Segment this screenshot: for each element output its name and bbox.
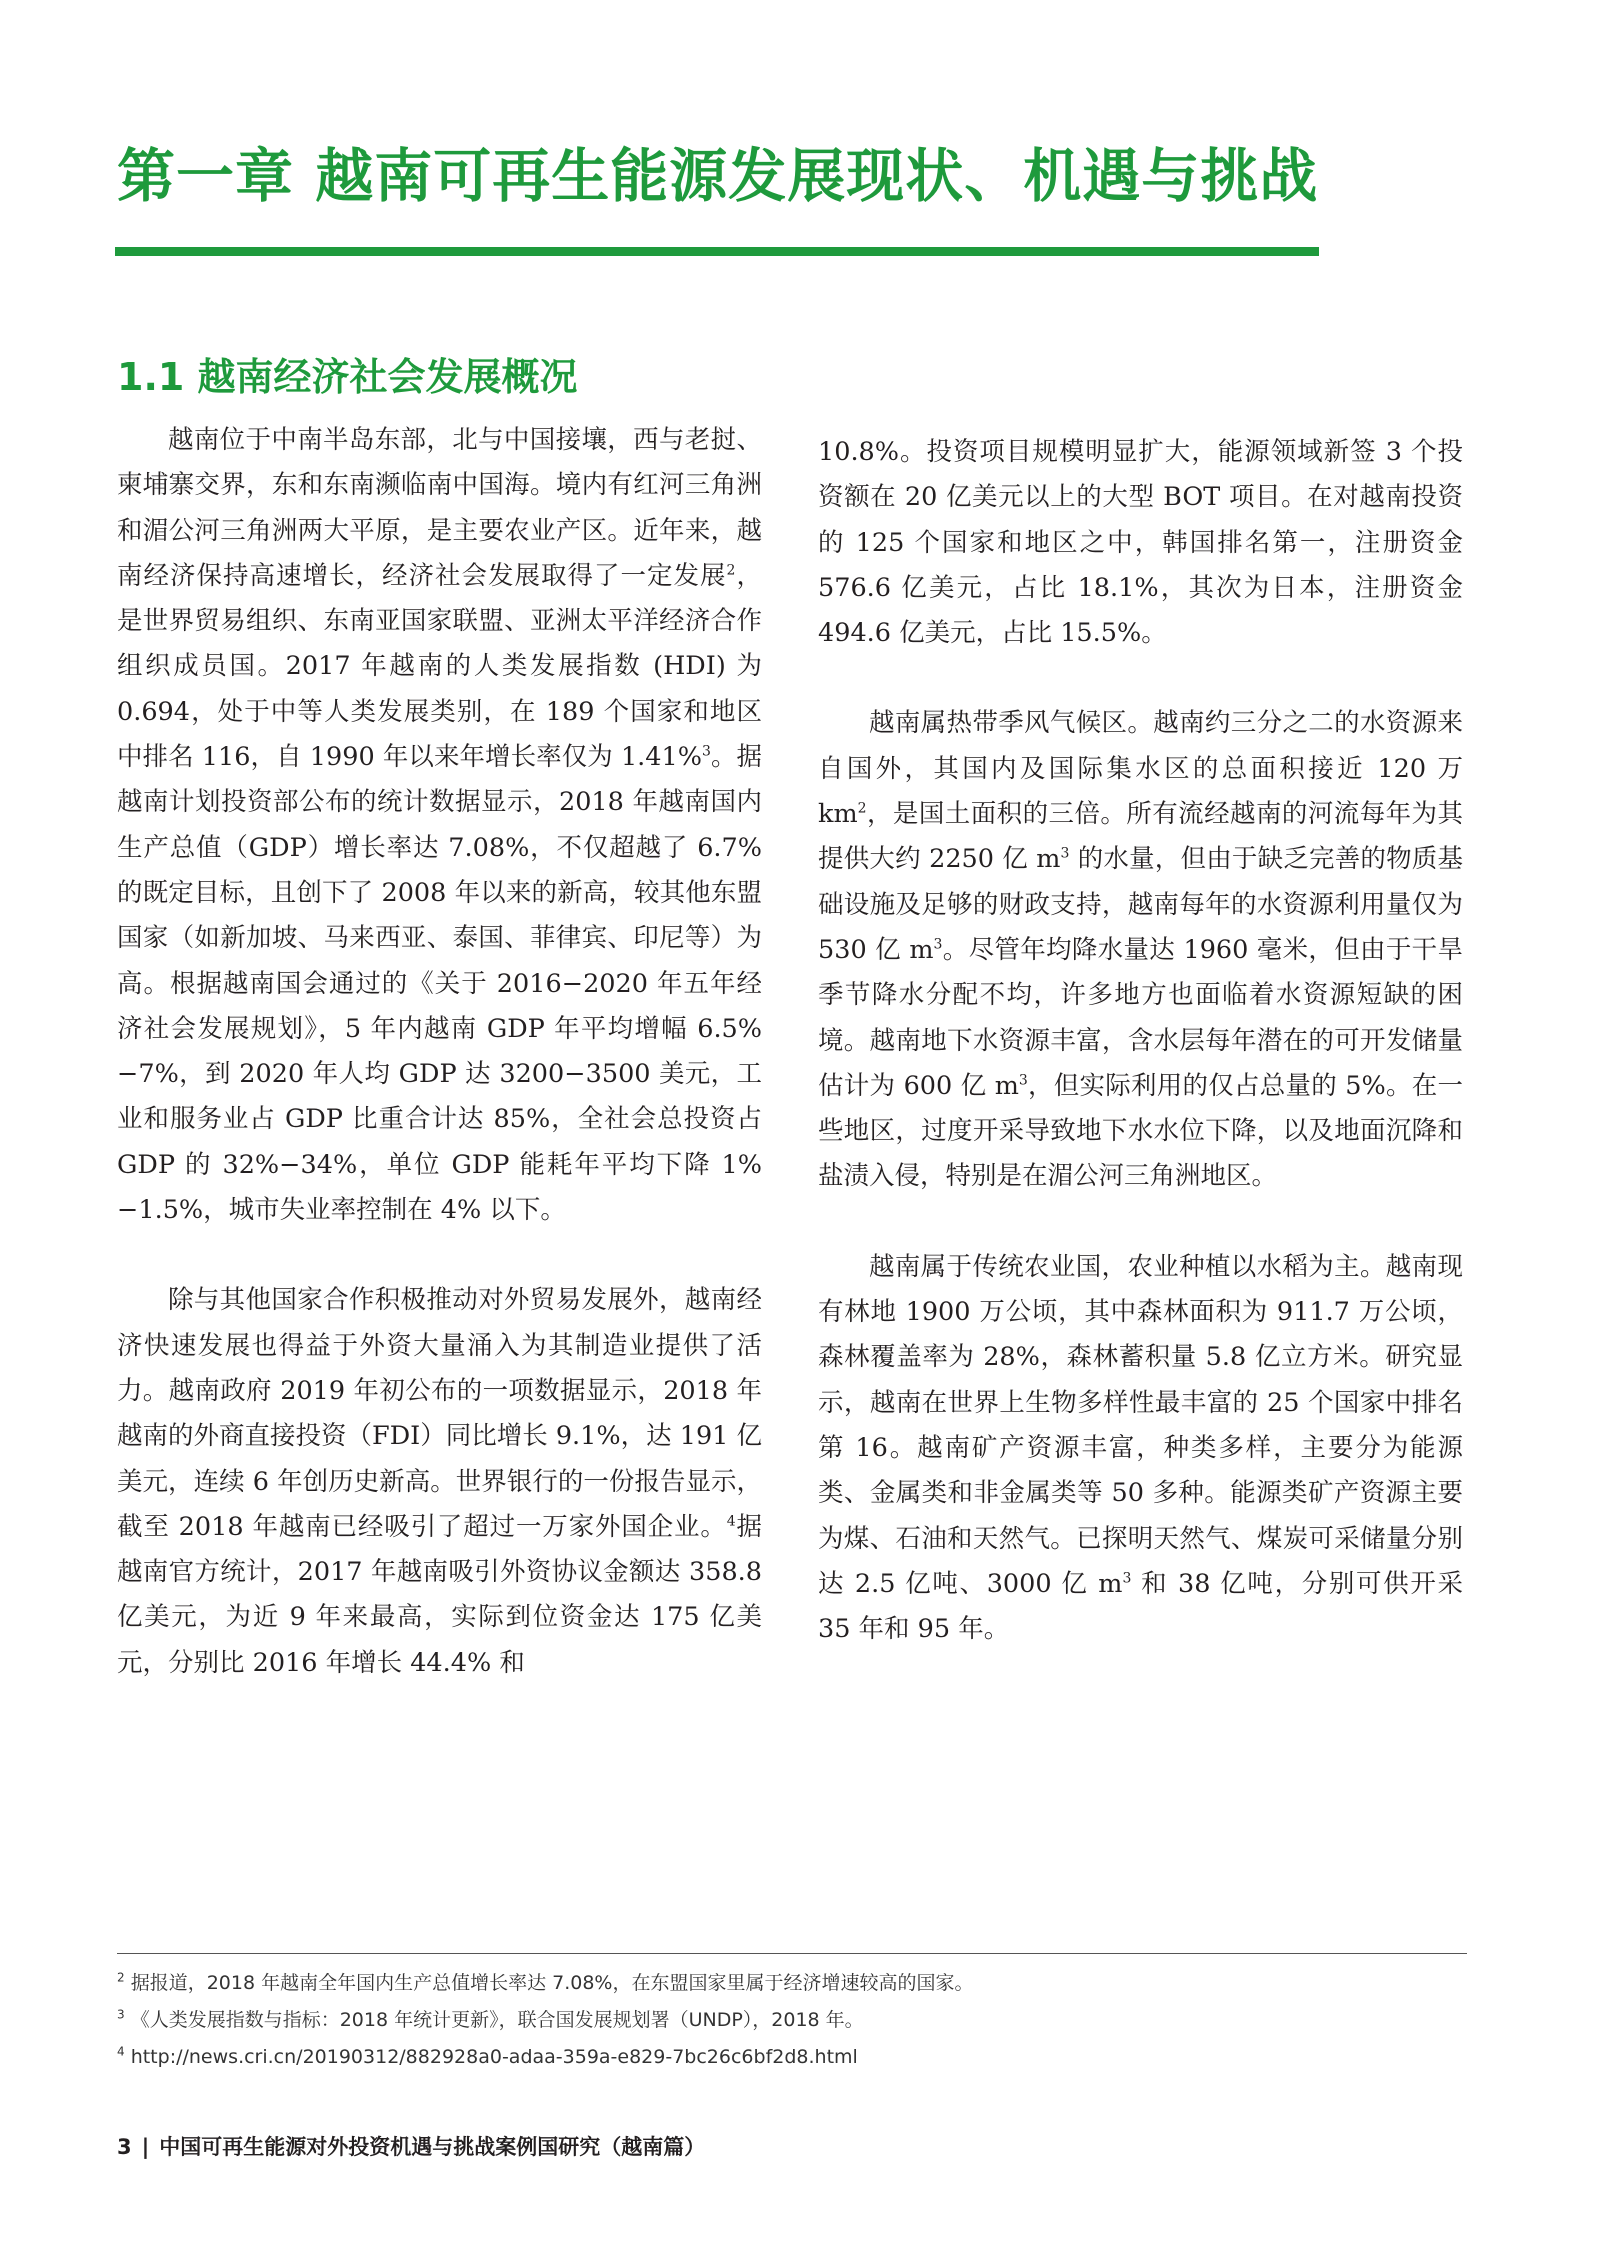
chapter-title: 第一章 越南可再生能源发展现状、机遇与挑战 [117,142,1319,210]
footnote-link[interactable]: http://news.cri.cn/20190312/882928a0-adaa-359a-e829-7bc26c6bf2d8.html [130,2046,858,2068]
chapter-title-rule [115,247,1319,256]
superscript: 3 [1060,845,1070,862]
footnote-2: $^2$ 据报道，2018 年越南全年国内生产总值增长率达 7.08%，在东盟国家里属于经济增速较高的国家。 [117,1970,974,1994]
paragraph-investment-continued: 10.8%。投资项目规模明显扩大，能源领域新签 3 个投资额在 20 亿美元以上的大型 BOT 项目。在对越南投资的 125 个国家和地区之中，韩国排名第一，注册资金 576.6 亿美元，占比 18.1%，其次为日本，注册资金 494.6 亿美元，占比 15.5%。 [818,437,1463,649]
publication-title: 中国可再生能源对外投资机遇与挑战案例国研究（越南篇） [159,2135,706,2159]
footnote-3: $^3$ 《人类发展指数与指标：2018 年统计更新》，联合国发展规划署（UNDP），2018 年。 [117,2007,864,2031]
right-column [818,430,1463,1652]
page-footer [117,2132,705,2162]
footnote-4: $^4$ http://news.cri.cn/20190312/882928a0-adaa-359a-e829-7bc26c6bf2d8.html [117,2044,858,2068]
footnote-divider [117,1953,1467,1954]
footnote-ref-3[interactable]: 3 [701,743,711,760]
superscript: 3 [933,936,943,953]
superscript: 3 [1122,1570,1132,1587]
paragraph-foreign-investment: 除与其他国家合作积极推动对外贸易发展外，越南经济快速发展也得益于外资大量涌入为其制造业提供了活力。越南政府 2019 年初公布的一项数据显示，2018 年越南的外商直接投资（FDI）同比增长 9.1%，达 191 亿美元，连续 6 年创历史新高。世界银行的一份报告显示，截至 2018 年越南已经吸引了超过一万家外国企业。$^4$据越南官方统计，2017 年越南吸引外资协议金额达 358.8 亿美元，为近 9 年来最高，实际到位资金达 175 亿美元，分别比 2016 年增长 44.4% 和 [117,1285,762,1678]
footnote-ref-4[interactable]: 4 [726,1513,736,1530]
page-number: 3 [117,2135,132,2159]
superscript: 2 [857,800,867,817]
superscript: 3 [1018,1072,1028,1089]
paragraph-geography-economy: 越南位于中南半岛东部，北与中国接壤，西与老挝、柬埔寨交界，东和东南濒临南中国海。境内有红河三角洲和湄公河三角洲两大平原，是主要农业产区。近年来，越南经济保持高速增长，经济社会发展取得了一定发展$^2$，是世界贸易组织、东南亚国家联盟、亚洲太平洋经济合作组织成员国。2017 年越南的人类发展指数 (HDI) 为 0.694，处于中等人类发展类别，在 189 个国家和地区中排名 116，自 1990 年以来年增长率仅为 1.41%$^3$。据越南计划投资部公布的统计数据显示，2018 年越南国内生产总值（GDP）增长率达 7.08%，不仅超越了 6.7% 的既定目标，且创下了 2008 年以来的新高，较其他东盟国家（如新加坡、马来西亚、泰国、菲律宾、印尼等）为高。根据越南国会通过的《关于 2016−2020 年五年经济社会发展规划》，5 年内越南 GDP 年平均增幅 6.5%−7%，到 2020 年人均 GDP 达 3200−3500 美元，工业和服务业占 GDP 比重合计达 85%，全社会总投资占 GDP 的 32%−34%，单位 GDP 能耗年平均下降 1%−1.5%，城市失业率控制在 4% 以下。 [117,425,762,1226]
paragraph-water-resources: 越南属热带季风气候区。越南约三分之二的水资源来自国外，其国内及国际集水区的总面积接近 120 万 $km^2$，是国土面积的三倍。所有流经越南的河流每年为其提供大约 2250 亿 $m^3$ 的水量，但由于缺乏完善的物质基础设施及足够的财政支持，越南每年的水资源利用量仅为 530 亿 $m^3$。尽管年均降水量达 1960 毫米，但由于干旱季节降水分配不均，许多地方也面临着水资源短缺的困境。越南地下水资源丰富，含水层每年潜在的可开发储量估计为 600 亿 $m^3$，但实际利用的仅占总量的 5%。在一些地区，过度开采导致地下水水位下降，以及地面沉降和盐渍入侵，特别是在湄公河三角洲地区。 [818,708,1463,1192]
footnotes [117,1965,1467,2076]
footer-separator: | [141,2135,150,2159]
section-title: 1.1 越南经济社会发展概况 [117,355,578,399]
left-column [117,418,762,1686]
paragraph-agriculture-minerals: 越南属于传统农业国，农业种植以水稻为主。越南现有林地 1900 万公顷，其中森林面积为 911.7 万公顷，森林覆盖率为 28%，森林蓄积量 5.8 亿立方米。研究显示，越南在世界上生物多样性最丰富的 25 个国家中排名第 16。越南矿产资源丰富，种类多样，主要分为能源类、金属类和非金属类等 50 多种。能源类矿产资源主要为煤、石油和天然气。已探明天然气、煤炭可采储量分别达 2.5 亿吨、3000 亿 $m^3$ 和 38 亿吨，分别可供开采 35 年和 95 年。 [818,1251,1463,1645]
footnote-ref-2[interactable]: 2 [726,562,736,579]
